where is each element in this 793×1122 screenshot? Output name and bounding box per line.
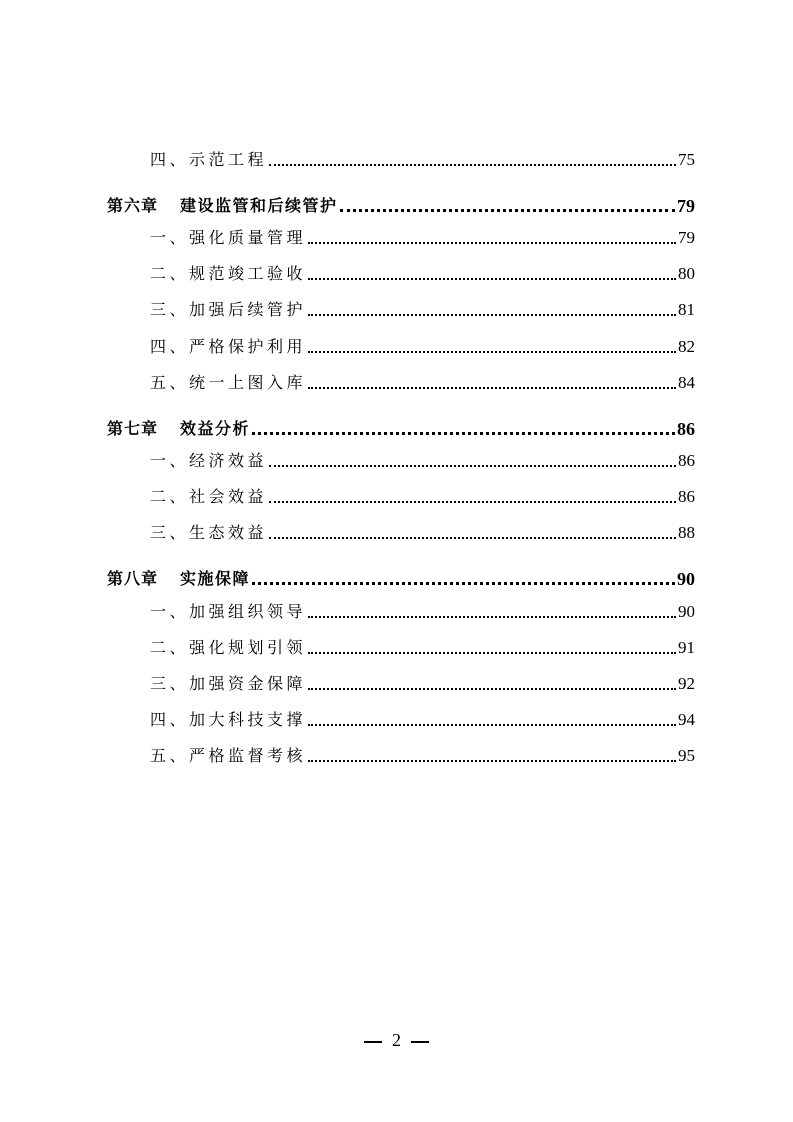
- toc-entry-label: 五、统一上图入库: [150, 373, 307, 392]
- toc-page-number: 91: [678, 638, 695, 657]
- toc-entry-section[interactable]: [150, 224, 695, 248]
- dot-leader: [308, 724, 676, 726]
- toc-entry-label: 五、严格监督考核: [150, 746, 307, 765]
- toc-entry-label: 二、规范竣工验收: [150, 264, 307, 283]
- dot-leader: [252, 432, 675, 435]
- dot-leader: [269, 164, 676, 166]
- dot-leader: [269, 537, 676, 539]
- toc-page-number: 80: [678, 264, 695, 283]
- toc-entry-section[interactable]: [150, 260, 695, 284]
- toc-entry-section[interactable]: [150, 706, 695, 730]
- toc-entry-chapter-7[interactable]: [107, 415, 695, 439]
- toc-page-number: 79: [678, 228, 695, 247]
- page-number: 2: [392, 1030, 401, 1050]
- toc-entry-label: 四、严格保护利用: [150, 337, 307, 356]
- dot-leader: [269, 465, 676, 467]
- toc-entry-label: 四、示范工程: [150, 150, 268, 169]
- toc-entry-chapter-8[interactable]: [107, 565, 695, 589]
- dot-leader: [308, 760, 676, 762]
- chapter-title: 效益分析: [180, 419, 251, 438]
- dot-leader: [308, 616, 676, 618]
- toc-page-number: 75: [678, 150, 695, 169]
- dot-leader: [308, 387, 676, 389]
- toc-page-number: 94: [678, 710, 695, 729]
- toc-page-number: 88: [678, 523, 695, 542]
- toc-page-number: 92: [678, 674, 695, 693]
- toc-entry-section[interactable]: [150, 296, 695, 320]
- toc-entry-label: 三、生态效益: [150, 523, 268, 542]
- toc-entry-chapter-6[interactable]: [107, 192, 695, 216]
- chapter-number: 第六章: [107, 196, 159, 215]
- toc-entry-section[interactable]: [150, 483, 695, 507]
- dash-right: [411, 1041, 429, 1043]
- toc-page-number: 90: [678, 602, 695, 621]
- toc-entry-label: 一、经济效益: [150, 451, 268, 470]
- toc-entry-section[interactable]: [150, 742, 695, 766]
- toc-entry-section[interactable]: [150, 634, 695, 658]
- chapter-title: 实施保障: [180, 569, 251, 588]
- page-footer: [0, 1030, 793, 1051]
- dot-leader: [308, 242, 676, 244]
- toc-page-number: 84: [678, 373, 695, 392]
- toc-entry-section[interactable]: [150, 670, 695, 694]
- dash-left: [364, 1041, 382, 1043]
- toc-page-number: 81: [678, 300, 695, 319]
- toc-entry-label: 一、强化质量管理: [150, 228, 307, 247]
- chapter-number: 第七章: [107, 419, 159, 438]
- toc-entry-section[interactable]: [150, 369, 695, 393]
- toc-page-number: 79: [677, 196, 695, 216]
- toc-chapter-heading: [107, 569, 250, 589]
- dot-leader: [308, 351, 676, 353]
- toc-chapter-heading: [107, 419, 250, 439]
- chapter-title: 建设监管和后续管护: [180, 196, 338, 215]
- toc-entry-label: 一、加强组织领导: [150, 602, 307, 621]
- toc-entry-label: 三、加强资金保障: [150, 674, 307, 693]
- toc-page-number: 82: [678, 337, 695, 356]
- toc-entry-section[interactable]: [150, 447, 695, 471]
- toc-entry-section[interactable]: [150, 333, 695, 357]
- chapter-number: 第八章: [107, 569, 159, 588]
- toc-entry-section[interactable]: [150, 146, 695, 170]
- dot-leader: [308, 278, 676, 280]
- toc-page-number: 86: [677, 419, 695, 439]
- toc-entry-label: 二、强化规划引领: [150, 638, 307, 657]
- toc-page-number: 95: [678, 746, 695, 765]
- toc-page-number: 90: [677, 569, 695, 589]
- toc-entry-label: 三、加强后续管护: [150, 300, 307, 319]
- toc-chapter-heading: [107, 196, 338, 216]
- dot-leader: [308, 314, 676, 316]
- toc-page-number: 86: [678, 487, 695, 506]
- dot-leader: [308, 688, 676, 690]
- dot-leader: [269, 501, 676, 503]
- toc-entry-label: 二、社会效益: [150, 487, 268, 506]
- toc-entry-section[interactable]: [150, 598, 695, 622]
- toc-page-number: 86: [678, 451, 695, 470]
- dot-leader: [340, 209, 675, 212]
- dot-leader: [252, 582, 675, 585]
- toc-entry-section[interactable]: [150, 519, 695, 543]
- toc-entry-label: 四、加大科技支撑: [150, 710, 307, 729]
- dot-leader: [308, 652, 676, 654]
